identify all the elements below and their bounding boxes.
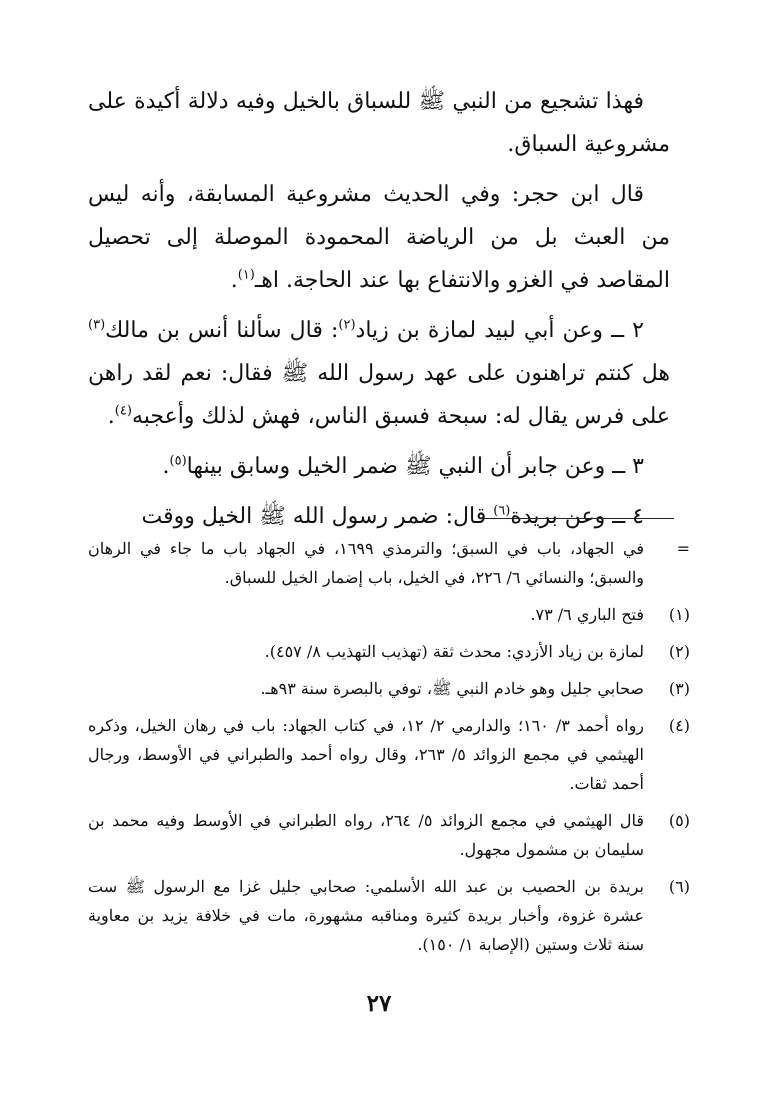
paragraph-4-text: ٣ ــ وعن جابر أن النبي ﷺ ضمر الخيل وسابق بينها (186, 454, 644, 479)
footnote-number: (٤) (668, 716, 690, 735)
paragraph-5-text-a: ٤ ــ وعن بريدة (510, 504, 644, 529)
footnote-ref-2[interactable]: (٢) (338, 317, 356, 333)
footnote-ref-3[interactable]: (٣) (88, 317, 106, 333)
paragraph-2-text: قال ابن حجر: وفي الحديث مشروعية المسابقة، وأنه ليس من العبث بل من الرياضة المحمودة الموصلة إلى تحصيل المقاصد في الغزو والانتفاع بها عند الحاجة. اهـ (88, 182, 670, 293)
footnote-text: لمازة بن زياد الأزدي: محدث ثقة (تهذيب التهذيب ٨/ ٤٥٧). (264, 642, 644, 661)
paragraph-3-text-b: : قال سألنا أنس بن مالك (105, 318, 339, 343)
footnote-3 (88, 674, 690, 703)
paragraph-3-text-c: هل كنتم تراهنون على عهد رسول الله ﷺ فقال: نعم لقد راهن على فرس يقال له: سبحة فسبق الناس، فهش لذلك وأعجبه (88, 361, 670, 429)
paragraph-2 (88, 173, 670, 302)
footnote-number: (١) (668, 605, 690, 624)
footnote-number: (٥) (668, 811, 690, 830)
paragraph-3-end: . (107, 404, 115, 429)
footnote-1 (88, 600, 690, 629)
footnote-text: رواه أحمد ٣/ ١٦٠؛ والدارمي ٢/ ١٢، في كتاب الجهاد: باب في رهان الخيل، وذكره الهيثمي في مجمع الزوائد ٥/ ٢٦٣، وقال رواه أحمد والطبراني في الأوسط، ورجال أحمد ثقات. (88, 716, 645, 793)
footnote-number: (٦) (668, 877, 690, 896)
paragraph-5 (88, 495, 670, 538)
footnote-4 (88, 711, 690, 798)
paragraph-1 (88, 80, 670, 166)
footnote-ref-1[interactable]: (١) (237, 267, 255, 283)
footnote-text: في الجهاد، باب في السبق؛ والترمذي ١٦٩٩، في الجهاد باب ما جاء في الرهان والسبق؛ والنسائي ٦/ ٢٢٦، في الخيل، باب إضمار الخيل للسباق. (88, 539, 645, 587)
paragraph-4 (88, 445, 670, 488)
page-number: ٢٧ (366, 990, 392, 1017)
footnote-text: صحابي جليل وهو خادم النبي ﷺ، توفي بالبصرة سنة ٩٣هـ. (260, 679, 644, 698)
footnote-separator (484, 518, 674, 519)
footnote-2 (88, 637, 690, 666)
paragraph-2-end: . (230, 268, 238, 293)
paragraph-4-end: . (162, 454, 170, 479)
footnote-5 (88, 806, 690, 864)
paragraph-1-text: فهذا تشجيع من النبي ﷺ للسباق بالخيل وفيه دلالة أكيدة على مشروعية السباق. (88, 89, 670, 157)
paragraph-3-text-a: ٢ ــ وعن أبي لبيد لمازة بن زياد (355, 318, 644, 343)
footnote-number: (٣) (668, 679, 690, 698)
paragraph-5-text-b: قال: ضمر رسول الله ﷺ الخيل ووقت (141, 504, 494, 529)
footnote-number: = (676, 539, 690, 558)
footnote-continuation (88, 534, 690, 592)
footnote-text: بريدة بن الحصيب بن عبد الله الأسلمي: صحابي جليل غزا مع الرسول ﷺ ست عشرة غزوة، وأخبار بريدة كثيرة ومناقبه مشهورة، مات في خلافة يزيد بن معاوية سنة ثلاث وستين (الإصابة ١/ ١٥٠). (88, 877, 644, 954)
footnote-text: قال الهيثمي في مجمع الزوائد ٥/ ٢٦٤، رواه الطبراني في الأوسط وفيه محمد بن سليمان بن مشمول مجهول. (88, 811, 644, 859)
footnote-text: فتح الباري ٦/ ٧٣. (530, 605, 644, 624)
footnote-number: (٢) (668, 642, 690, 661)
footnote-ref-6[interactable]: (٦) (493, 503, 511, 519)
main-text (88, 80, 670, 545)
footnote-ref-5[interactable]: (٥) (169, 453, 187, 469)
footnotes (88, 534, 690, 967)
paragraph-3 (88, 309, 670, 438)
footnote-ref-4[interactable]: (٤) (114, 403, 132, 419)
footnote-6 (88, 872, 690, 959)
